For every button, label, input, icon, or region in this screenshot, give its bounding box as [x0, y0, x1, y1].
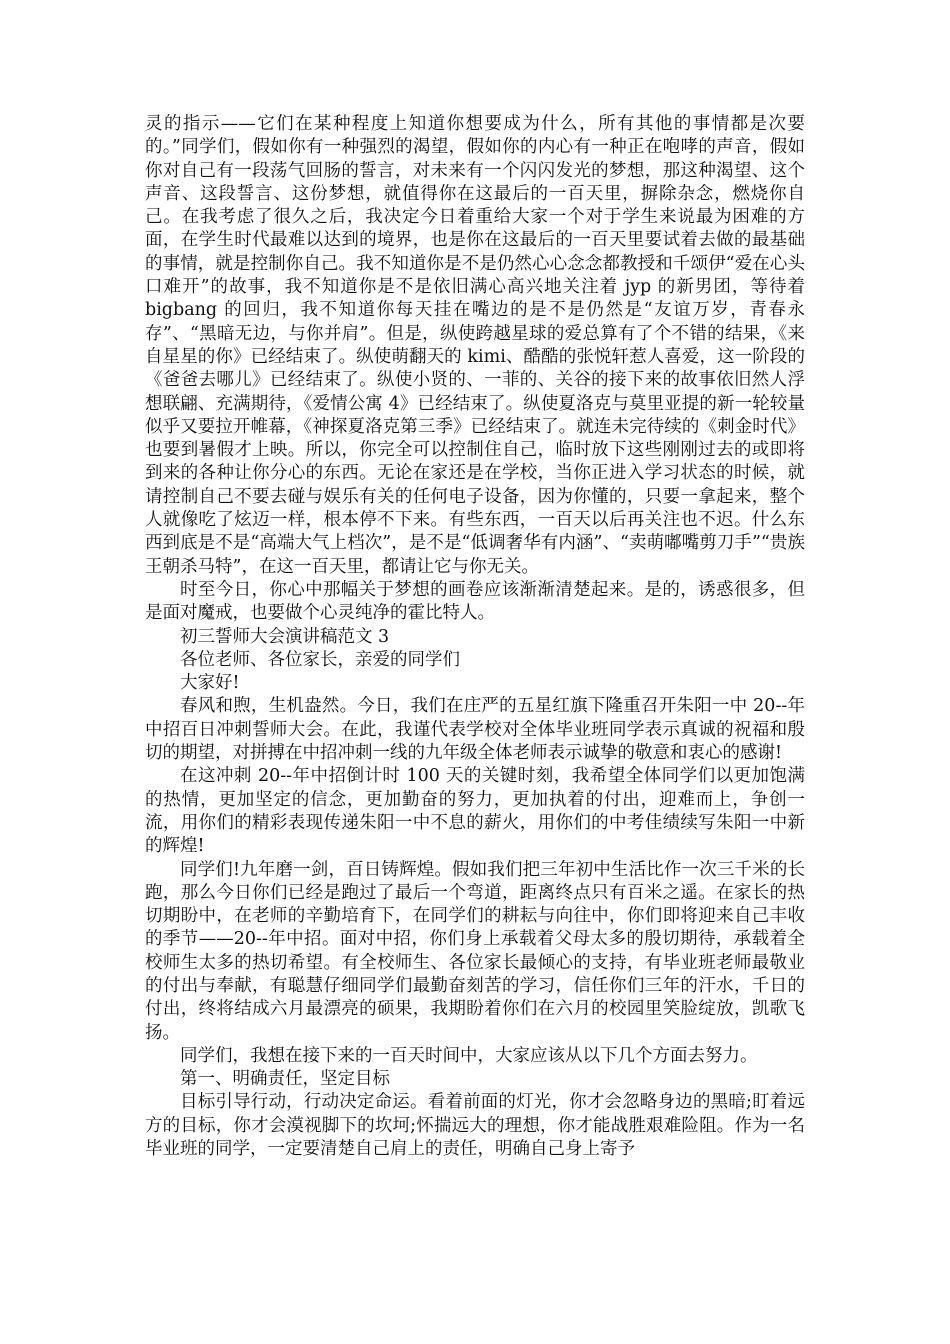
- subheading-first: 第一、明确责任，坚定目标: [180, 1069, 390, 1090]
- paragraph-goals: 目标引导行动，行动决定命运。看着前面的灯光，你才会忽略身边的黑暗;盯着远方的目标，你才会漠视脚下的坎坷;怀揣远大的理想，你才能战胜艰难险阻。作为一名毕业班的同学，一定要清楚自己肩上的责任，明确自己身上寄予: [145, 1092, 805, 1160]
- paragraph-countdown: 在这冲刺 20--年中招倒计时 100 天的关键时刻，我希望全体同学们以更加饱满的热情，更加坚定的信念，更加勤奋的努力，更加执着的付出，迎难而上，争创一流，用你们的精彩表现传递朱阳一中不息的薪火，用你们的中考佳绩续写朱阳一中新的辉煌!: [145, 766, 805, 857]
- document-page: [145, 113, 805, 1161]
- salutation: 各位老师、各位家长，亲爱的同学们: [180, 649, 460, 670]
- greeting: 大家好!: [180, 673, 240, 694]
- paragraph-temptation: 时至今日，你心中那幅关于梦想的画卷应该渐渐清楚起来。是的，诱惑很多，但是面对魔戒，也要做个心灵纯净的霍比特人。: [145, 579, 805, 624]
- paragraph-continuation: 灵的指示——它们在某种程度上知道你想要成为什么，所有其他的事情都是次要的。”同学们，假如你有一种强烈的渴望，假如你的内心有一种正在咆哮的声音，假如你对自己有一段荡气回肠的誓言，对未来有一个闪闪发光的梦想，那这种渴望、这个声音、这段誓言、这份梦想，就值得你在这最后的一百天里，摒除杂念，燃烧你自己。在我考虑了很久之后，我决定今日着重给大家一个对于学生来说最为困难的方面，在学生时代最难以达到的境界，也是你在这最后的一百天里要试着去做的最基础的事情，就是控制你自己。我不知道你是不是仍然心心念念都教授和千颂伊“爱在心头口难开”的故事，我不知道你是不是依旧满心高兴地关注着 jyp 的新男团，等待着 bigbang 的回归，我不知道你每天挂在嘴边的是不是仍然是“友谊万岁，青春永存”、“黑暗无边，与你并肩”。但是，纵使跨越星球的爱总算有了个不错的结果，《来自星星的你》已经结束了。纵使萌翻天的 kimi、酷酷的张悦轩惹人喜爱，这一阶段的《爸爸去哪儿》已经结束了。纵使小贤的、一菲的、关谷的接下来的故事依旧然人浮想联翩、充满期待，《爱情公寓 4》已经结束了。纵使夏洛克与莫里亚提的新一轮较量似乎又要拉开帷幕，《神探夏洛克第三季》已经结束了。就连未完待续的《刺金时代》也要到暑假才上映。所以，你完全可以控制住自己，临时放下这些刚刚过去的或即将到来的各种让你分心的东西。无论在家还是在学校，当你正进入学习状态的时候，就请控制自己不要去碰与娱乐有关的任何电子设备，因为你懂的，只要一拿起来，整个人就像吃了炫迈一样，根本停不下来。有些东西，一百天以后再关注也不迟。什么东西到底是不是“高端大气上档次”，是不是“低调奢华有内涵”、“卖萌嘟嘴剪刀手”“贵族王朝杀马特”，在这一百天里，都请让它与你无关。: [145, 114, 805, 577]
- paragraph-opening: 春风和煦，生机盎然。今日，我们在庄严的五星红旗下隆重召开朱阳一中 20--年中招百日冲刺誓师大会。在此，我谨代表学校对全体毕业班同学表示真诚的祝福和殷切的期望，对拼搏在中招冲刺一线的九年级全体老师表示诚挚的敬意和衷心的感谢!: [145, 696, 805, 764]
- paragraph-marathon: 同学们!九年磨一剑，百日铸辉煌。假如我们把三年初中生活比作一次三千米的长跑，那么今日你们已经是跑过了最后一个弯道，距离终点只有百米之遥。在家长的热切期盼中，在老师的辛勤培育下，在同学们的耕耘与向往中，你们即将迎来自己丰收的季节——20--年中招。面对中招，你们身上承载着父母太多的殷切期待，承载着全校师生太多的热切希望。有全校师生、各位家长最倾心的支持，有毕业班老师最敬业的付出与奉献，有聪慧仔细同学们最勤奋刻苦的学习，信任你们三年的汗水，千日的付出，终将结成六月最漂亮的硕果，我期盼着你们在六月的校园里笑脸绽放，凯歌飞扬。: [145, 859, 805, 1043]
- paragraph-effort-intro: 同学们，我想在接下来的一百天时间中，大家应该从以下几个方面去努力。: [180, 1045, 758, 1066]
- section-heading: 初三誓师大会演讲稿范文 3: [180, 626, 390, 647]
